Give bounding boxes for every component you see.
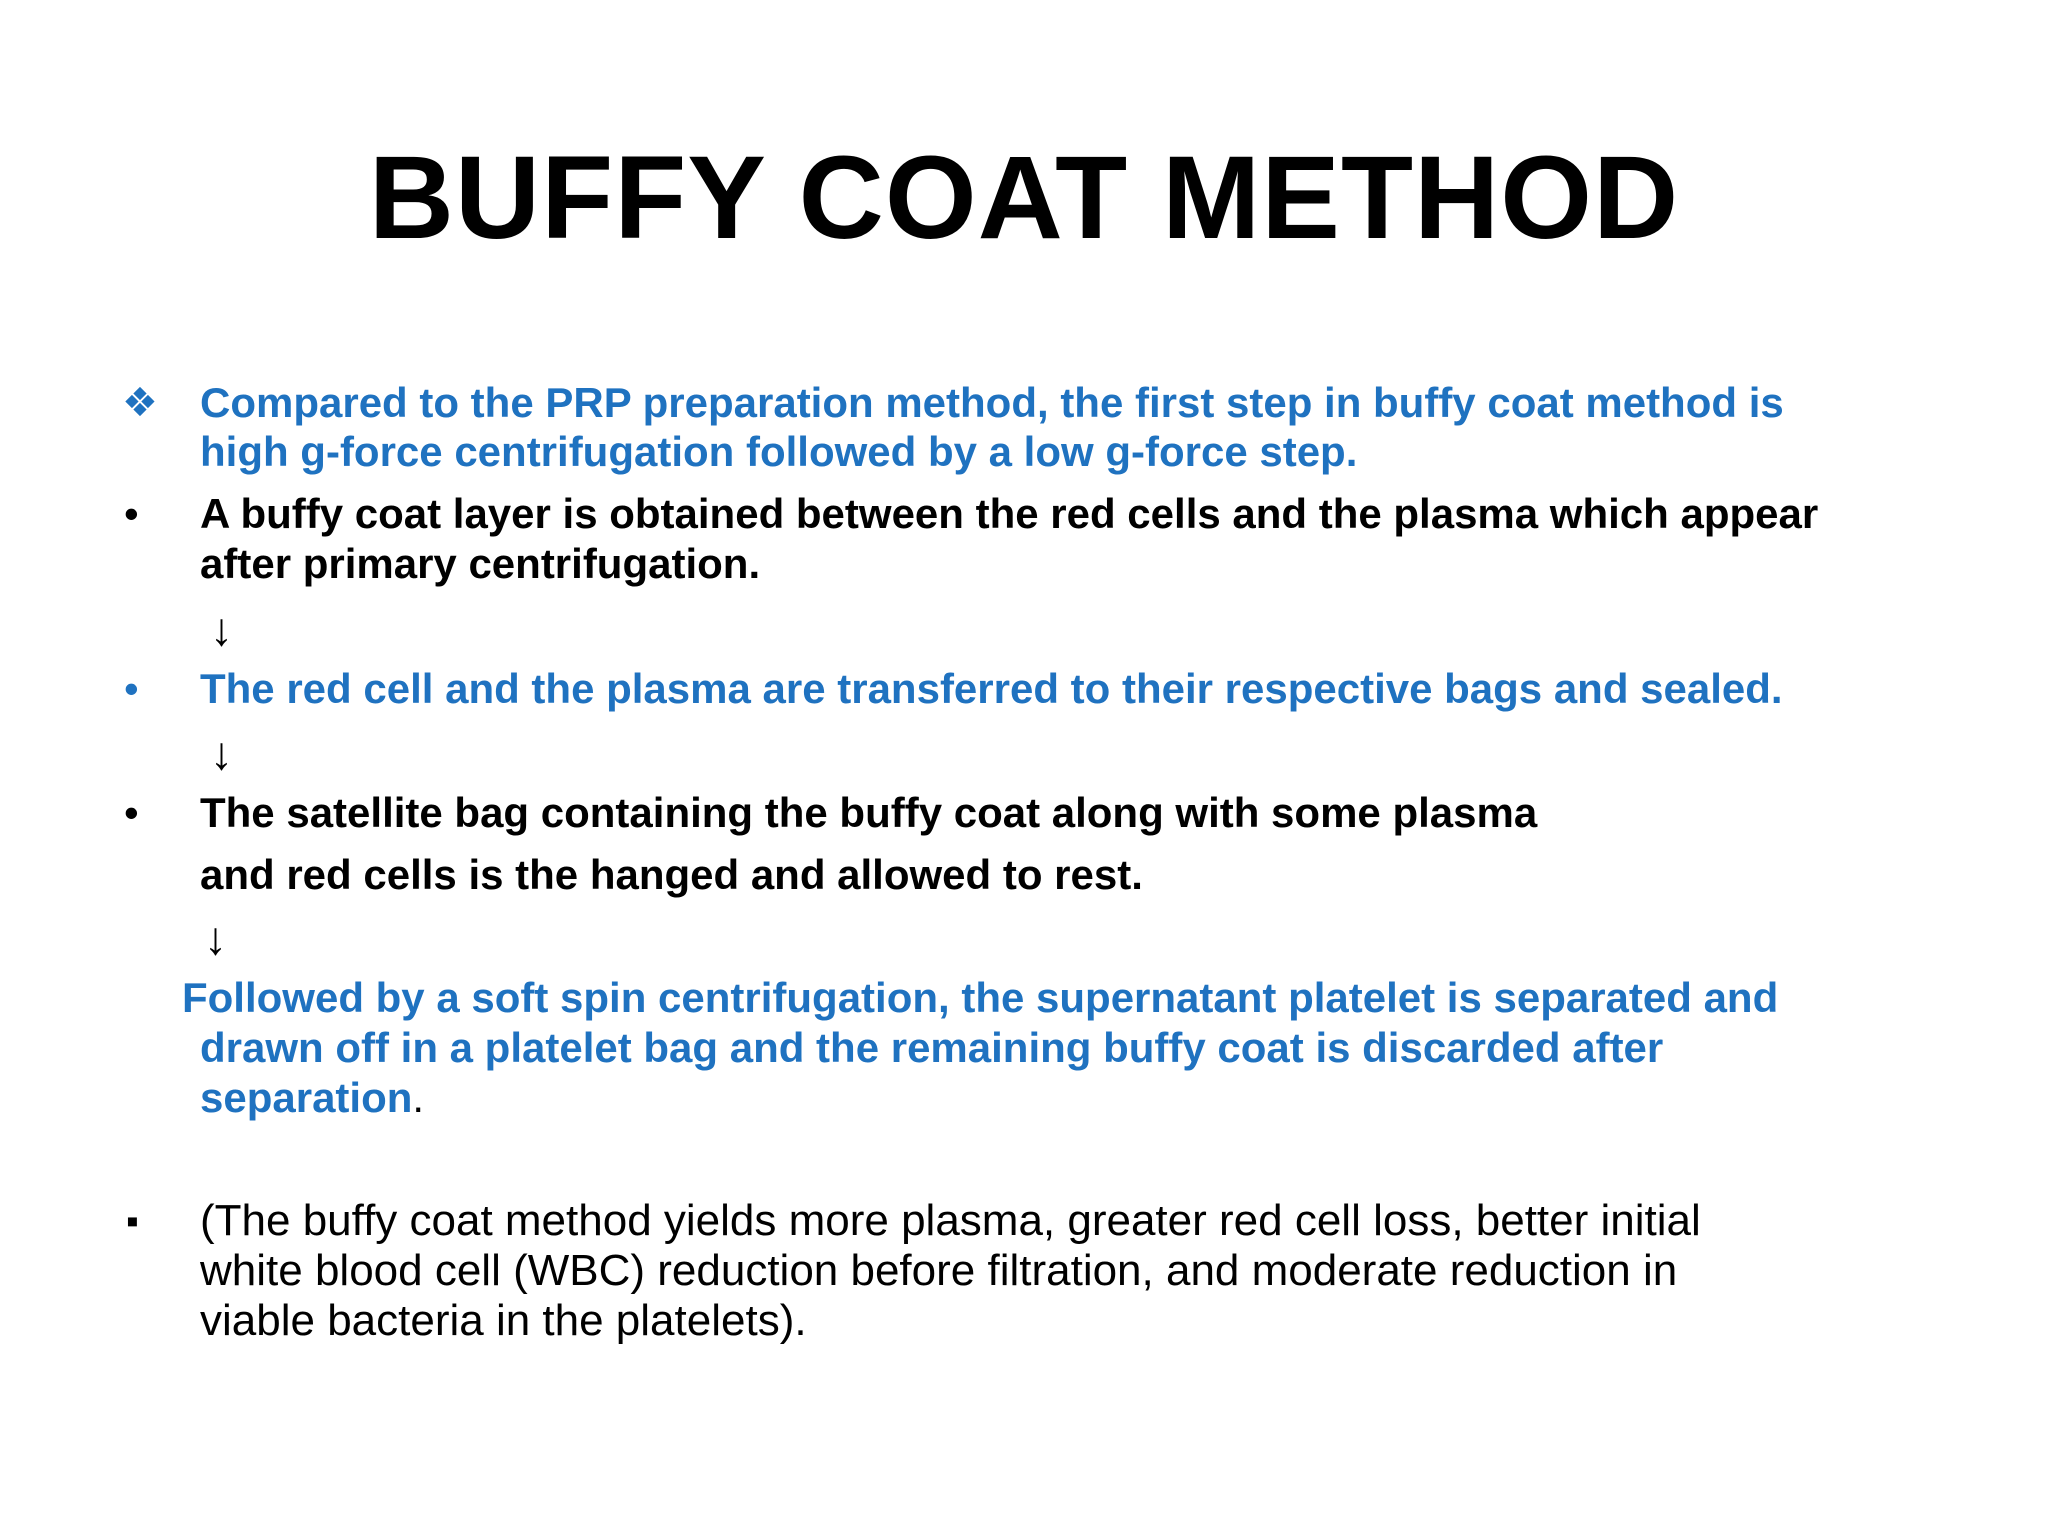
- bullet-icon: •: [124, 789, 139, 836]
- item-1-line-2: high g-force centrifugation followed by a low g-force step.: [200, 428, 1358, 475]
- down-arrow-icon: ↓: [210, 603, 233, 655]
- item-1-line-1: Compared to the PRP preparation method, the first step in buffy coat method is: [200, 379, 1784, 426]
- item-3-line-1: The red cell and the plasma are transferred to their respective bags and sealed.: [200, 665, 1783, 712]
- item-6-line-3: viable bacteria in the platelets).: [200, 1296, 807, 1345]
- bullet-icon: •: [124, 665, 139, 712]
- bullet-icon: •: [124, 490, 139, 537]
- item-4-line-1: The satellite bag containing the buffy coat along with some plasma: [200, 789, 1538, 836]
- item-5-line-2: drawn off in a platelet bag and the remaining buffy coat is discarded after: [200, 1024, 1664, 1071]
- item-5-line-3: [200, 1073, 424, 1123]
- item-6-line-2: white blood cell (WBC) reduction before filtration, and moderate reduction in: [200, 1246, 1678, 1295]
- item-5-line-1: Followed by a soft spin centrifugation, the supernatant platelet is separated and: [182, 974, 1779, 1021]
- item-4-line-2: and red cells is the hanged and allowed to rest.: [200, 851, 1143, 898]
- down-arrow-icon: ↓: [204, 912, 227, 964]
- square-bullet-icon: ▪: [126, 1200, 139, 1241]
- diamond-cluster-icon: ❖: [122, 381, 158, 425]
- item-5-line-3-text: separation: [200, 1074, 413, 1121]
- item-2-line-2: after primary centrifugation.: [200, 540, 761, 587]
- down-arrow-icon: ↓: [210, 727, 233, 779]
- slide-title: BUFFY COAT METHOD: [368, 132, 1680, 264]
- item-5-trailing-period: .: [412, 1074, 425, 1121]
- item-2-line-1: A buffy coat layer is obtained between the red cells and the plasma which appear: [200, 490, 1819, 537]
- item-6-line-1: (The buffy coat method yields more plasma, greater red cell loss, better initial: [200, 1196, 1701, 1245]
